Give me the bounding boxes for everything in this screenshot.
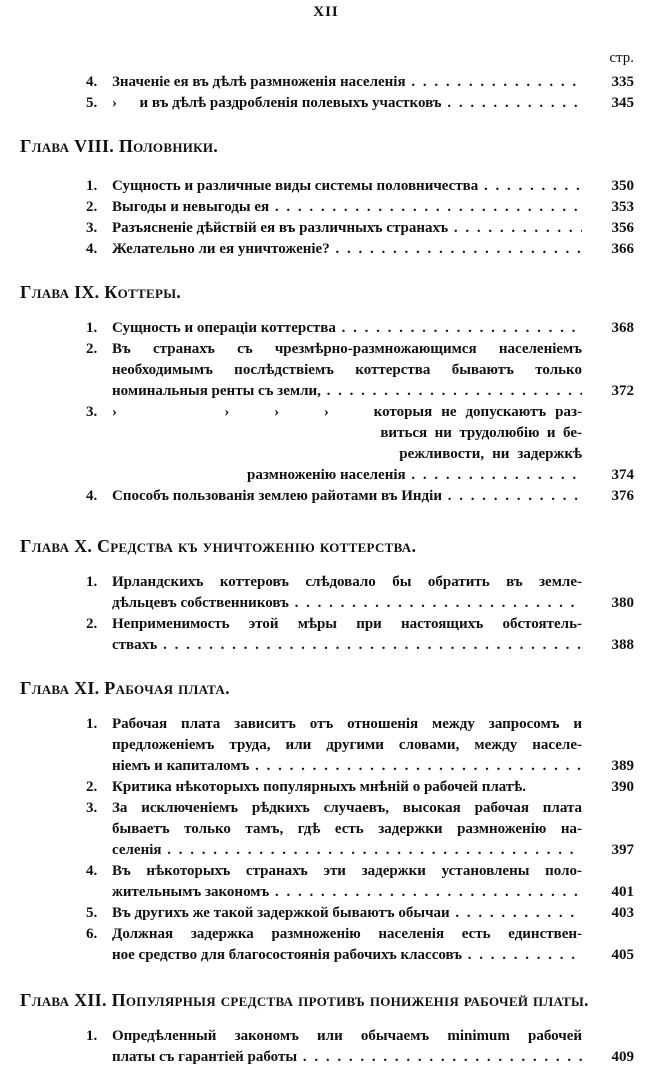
toc-entry-text: Ирландскихъ коттеровъ слѣдовало бы обратить въ земле- bbox=[112, 574, 582, 590]
toc-entry-page: 350 bbox=[611, 178, 634, 194]
toc-entry-line bbox=[86, 777, 634, 798]
toc-entry-text: платы съ гарантіей работы . . . bbox=[112, 1047, 582, 1068]
page-column-header: стр. bbox=[609, 50, 634, 66]
chapter-heading: Глава XI. Рабочая плата. bbox=[20, 678, 230, 698]
toc-entry-text: Сущность и операціи коттерства . . . bbox=[112, 318, 582, 339]
toc-entry-text: › и въ дѣлѣ раздробленія полевыхъ участковъ . . . bbox=[112, 93, 582, 114]
toc-entry-line bbox=[86, 402, 634, 423]
toc-entry-number: 3. bbox=[86, 220, 98, 236]
toc-entry-line bbox=[86, 714, 634, 735]
toc-entry-line bbox=[86, 239, 634, 260]
toc-entry-line bbox=[86, 635, 634, 656]
toc-entry-page: 376 bbox=[611, 488, 634, 504]
toc-entry-text: › › › › которыя не допускаютъ раз- bbox=[112, 404, 582, 420]
toc-entry-line bbox=[86, 735, 634, 756]
toc-entry-number: 6. bbox=[86, 926, 98, 942]
toc-entry-text: необходимымъ послѣдствіемъ коттерства бываютъ только bbox=[112, 362, 582, 378]
toc-entry-text: ное средство для благосостоянія рабочихъ классовъ . . . bbox=[112, 945, 582, 966]
toc-entry-page: 372 bbox=[611, 383, 634, 399]
toc-entry-line bbox=[86, 882, 634, 903]
toc-entry-number: 1. bbox=[86, 1028, 98, 1044]
toc-entry-page: 389 bbox=[611, 758, 634, 774]
toc-entry-line bbox=[86, 218, 634, 239]
chapter-heading: Глава X. Средства къ уничтоженію коттерства. bbox=[20, 536, 417, 556]
toc-entry bbox=[86, 486, 634, 507]
toc-entry-page: 397 bbox=[611, 842, 634, 858]
toc-entry-text: бываетъ только тамъ, гдѣ есть задержки размноженію на- bbox=[112, 821, 582, 837]
toc-entry bbox=[86, 93, 634, 114]
chapter-heading: Глава VIII. Половники. bbox=[20, 136, 219, 156]
toc-entry bbox=[86, 318, 634, 339]
toc-entry-line bbox=[86, 72, 634, 93]
toc-entry-line bbox=[86, 318, 634, 339]
toc-entry bbox=[86, 72, 634, 93]
toc-entry-page: 366 bbox=[611, 241, 634, 257]
toc-entry-line bbox=[86, 444, 634, 465]
toc-entry-number: 3. bbox=[86, 800, 98, 816]
toc-entry-text: За исключеніемъ рѣдкихъ случаевъ, высокая рабочая плата bbox=[112, 800, 582, 816]
toc-entry-line bbox=[86, 465, 634, 486]
toc-entry bbox=[86, 402, 634, 486]
toc-entry-line bbox=[86, 381, 634, 402]
toc-entry-line bbox=[86, 1047, 634, 1068]
toc-entry-number: 2. bbox=[86, 341, 98, 357]
toc-entry bbox=[86, 1026, 634, 1068]
toc-entry-page: 380 bbox=[611, 595, 634, 611]
chapter-heading: Глава IX. Коттеры. bbox=[20, 282, 182, 302]
toc-entry-line bbox=[86, 819, 634, 840]
toc-entry-number: 1. bbox=[86, 716, 98, 732]
toc-entry-number: 3. bbox=[86, 404, 98, 420]
toc-entry bbox=[86, 924, 634, 966]
toc-entry-line bbox=[86, 924, 634, 945]
toc-entry-text: номинальныя ренты съ земли, . . . bbox=[112, 381, 582, 402]
toc-entry-line bbox=[86, 423, 634, 444]
toc-entry-page: 405 bbox=[611, 947, 634, 963]
toc-entry-text: Неприменимость этой мѣры при настоящихъ обстоятель- bbox=[112, 616, 582, 632]
toc-entry bbox=[86, 239, 634, 260]
toc-entry bbox=[86, 176, 634, 197]
toc-entry bbox=[86, 197, 634, 218]
toc-entry-number: 1. bbox=[86, 178, 98, 194]
toc-entry-text: Рабочая плата зависитъ отъ отношенія между запросомъ и bbox=[112, 716, 582, 732]
toc-entry-page: 353 bbox=[611, 199, 634, 215]
toc-entry-text: Въ другихъ же такой задержкой бываютъ обычаи . . . bbox=[112, 903, 582, 924]
toc-entry-page: 403 bbox=[611, 905, 634, 921]
toc-entry-number: 4. bbox=[86, 488, 98, 504]
toc-entry-text: Въ странахъ съ чрезмѣрно-размножающимся населеніемъ bbox=[112, 341, 582, 357]
toc-entry-text: ствахъ . . . bbox=[112, 635, 582, 656]
toc-entry-line bbox=[86, 798, 634, 819]
toc-entry-text: селенія . . . bbox=[112, 840, 582, 861]
toc-entry-line bbox=[86, 360, 634, 381]
toc-entry bbox=[86, 218, 634, 239]
toc-entry-number: 1. bbox=[86, 574, 98, 590]
toc-entry-line bbox=[86, 176, 634, 197]
toc-entry-line bbox=[86, 614, 634, 635]
toc-entry-page: 390 bbox=[611, 779, 634, 795]
toc-entry-line bbox=[86, 945, 634, 966]
toc-entry bbox=[86, 798, 634, 861]
toc-entry-line bbox=[86, 861, 634, 882]
page-number: XII bbox=[313, 4, 339, 20]
toc-entry-text: Способъ пользованія землею райотами въ Индіи . . . bbox=[112, 486, 582, 507]
toc-entry-line bbox=[86, 339, 634, 360]
toc-entry-number: 5. bbox=[86, 95, 98, 111]
toc-entry-page: 374 bbox=[611, 467, 634, 483]
toc-entry bbox=[86, 572, 634, 614]
toc-entry-line bbox=[86, 197, 634, 218]
toc-entry-line bbox=[86, 903, 634, 924]
toc-entry-page: 345 bbox=[611, 95, 634, 111]
toc-entry-number: 4. bbox=[86, 74, 98, 90]
toc-entry-text: Разъясненіе дѣйствій ея въ различныхъ странахъ . . . bbox=[112, 218, 582, 239]
toc-entry-text: ніемъ и капиталомъ . . . bbox=[112, 756, 582, 777]
toc-entry-line bbox=[86, 840, 634, 861]
toc-entry-text: Значеніе ея въ дѣлѣ размноженія населенія . . . bbox=[112, 72, 582, 93]
toc-entry-number: 5. bbox=[86, 905, 98, 921]
toc-entry-page: 368 bbox=[611, 320, 634, 336]
toc-entry bbox=[86, 903, 634, 924]
toc-entry-page: 388 bbox=[611, 637, 634, 653]
toc-entry bbox=[86, 339, 634, 402]
toc-entry-text: размноженію населенія . . . bbox=[112, 465, 582, 486]
toc-entry bbox=[86, 777, 634, 798]
toc-entry-number: 2. bbox=[86, 199, 98, 215]
toc-entry-text: Выгоды и невыгоды ея . . . bbox=[112, 197, 582, 218]
toc-entry bbox=[86, 714, 634, 777]
chapter-heading: Глава XII. Популярныя средства противъ пониженія рабочей платы. bbox=[20, 990, 589, 1010]
toc-entry-text: виться ни трудолюбію и бе- bbox=[112, 425, 582, 441]
toc-entry-text: дѣльцевъ собственниковъ . . . bbox=[112, 593, 582, 614]
toc-entry-number: 2. bbox=[86, 779, 98, 795]
toc-entry-text: Въ нѣкоторыхъ странахъ эти задержки установлены поло- bbox=[112, 863, 582, 879]
toc-entry-page: 409 bbox=[611, 1049, 634, 1065]
toc-entry-line bbox=[86, 593, 634, 614]
toc-entry bbox=[86, 614, 634, 656]
toc-entry-text: Критика нѣкоторыхъ популярныхъ мнѣній о рабочей платѣ. bbox=[112, 779, 527, 795]
toc-entry-line bbox=[86, 93, 634, 114]
toc-entry-text: Желательно ли ея уничтоженіе? . . . bbox=[112, 239, 582, 260]
toc-entry-number: 4. bbox=[86, 241, 98, 257]
toc-entry-line bbox=[86, 486, 634, 507]
toc-entry-number: 1. bbox=[86, 320, 98, 336]
toc-entry bbox=[86, 861, 634, 903]
toc-entry-text: предложеніемъ труда, или другими словами, между населе- bbox=[112, 737, 582, 753]
toc-entry-number: 2. bbox=[86, 616, 98, 632]
toc-entry-line bbox=[86, 572, 634, 593]
toc-entry-page: 356 bbox=[611, 220, 634, 236]
toc-entry-text: Должная задержка размноженію населенія есть единствен- bbox=[112, 926, 582, 942]
toc-entry-text: Опредѣленный закономъ или обычаемъ minimum рабочей bbox=[112, 1028, 582, 1044]
toc-entry-text: Сущность и различные виды системы половничества . . . bbox=[112, 176, 582, 197]
toc-entry-line bbox=[86, 756, 634, 777]
toc-entry-text: жительнымъ закономъ . . . bbox=[112, 882, 582, 903]
toc-entry-number: 4. bbox=[86, 863, 98, 879]
toc-entry-page: 335 bbox=[611, 74, 634, 90]
toc-entry-text: режливости, ни задержкѣ bbox=[112, 446, 582, 462]
toc-entry-page: 401 bbox=[611, 884, 634, 900]
toc-entry-line bbox=[86, 1026, 634, 1047]
